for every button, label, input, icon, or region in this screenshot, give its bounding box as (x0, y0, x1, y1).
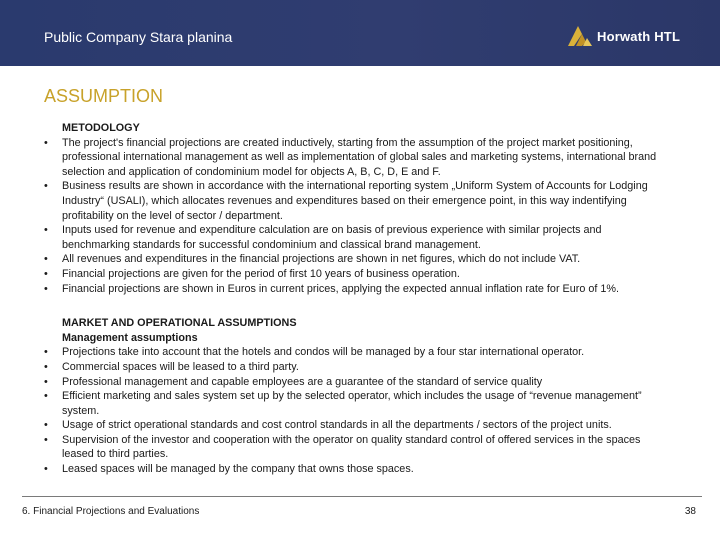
content-body (0, 121, 720, 477)
section-title: ASSUMPTION (44, 86, 164, 106)
market-heading: MARKET AND OPERATIONAL ASSUMPTIONS (62, 317, 297, 330)
list-item: • Financial projections are shown in Euros in current prices, applying the expected annual inflation rate for Euro of 1%. (0, 282, 720, 297)
list-item: • Commercial spaces will be leased to a third party. (0, 360, 720, 375)
company-title: Public Company Stara planina (44, 29, 233, 45)
footer-section-label: 6. Financial Projections and Evaluations (22, 506, 200, 517)
list-item: • Financial projections are given for the period of first 10 years of business operation. (0, 267, 720, 282)
list-item: • Supervision of the investor and cooperation with the operator on quality standard control of offered services in the spaces leased to third parties. (0, 433, 720, 462)
footer-divider (22, 496, 702, 497)
list-item: • Projections take into account that the hotels and condos will be managed by a four star international operator. (0, 345, 720, 360)
list-item: • Leased spaces will be managed by the company that owns those spaces. (0, 462, 720, 477)
list-item: • Business results are shown in accordance with the international reporting system „Uniform System of Accounts for Lodging Industry“ (USALI), which allocates revenues and expenditures based on their emergence point, in this way indentifying profitability on the level of sector / department. (0, 179, 720, 223)
market-list (0, 345, 720, 476)
horwath-triangles-icon (566, 24, 594, 48)
metodology-list (0, 136, 720, 297)
management-subheading: Management assumptions (62, 331, 198, 344)
list-item: • All revenues and expenditures in the financial projections are shown in net figures, which do not include VAT. (0, 252, 720, 267)
section-gap (0, 296, 720, 316)
page-number: 38 (684, 506, 696, 517)
logo-text: Horwath HTL (597, 29, 681, 44)
list-item: • Inputs used for revenue and expenditure calculation are on basis of previous experience with similar projects and benchmarking standards for successful condominium and classical brand management. (0, 223, 720, 252)
list-item: • Professional management and capable employees are a guarantee of the standard of service quality (0, 375, 720, 390)
list-item: • Usage of strict operational standards and cost control standards in all the departments / sectors of the project units. (0, 418, 720, 433)
list-item: • The project's financial projections are created inductively, starting from the assumption of the project market positioning, professional international management as well as implementation of global sales and marketing systems, international brand selection and application of condominium model for objects A, B, C, D, E and F. (0, 136, 720, 180)
metodology-heading: METODOLOGY (62, 122, 140, 134)
list-item: • Efficient marketing and sales system set up by the selected operator, which includes the usage of “revenue management” system. (0, 389, 720, 418)
header-bar (0, 0, 720, 66)
